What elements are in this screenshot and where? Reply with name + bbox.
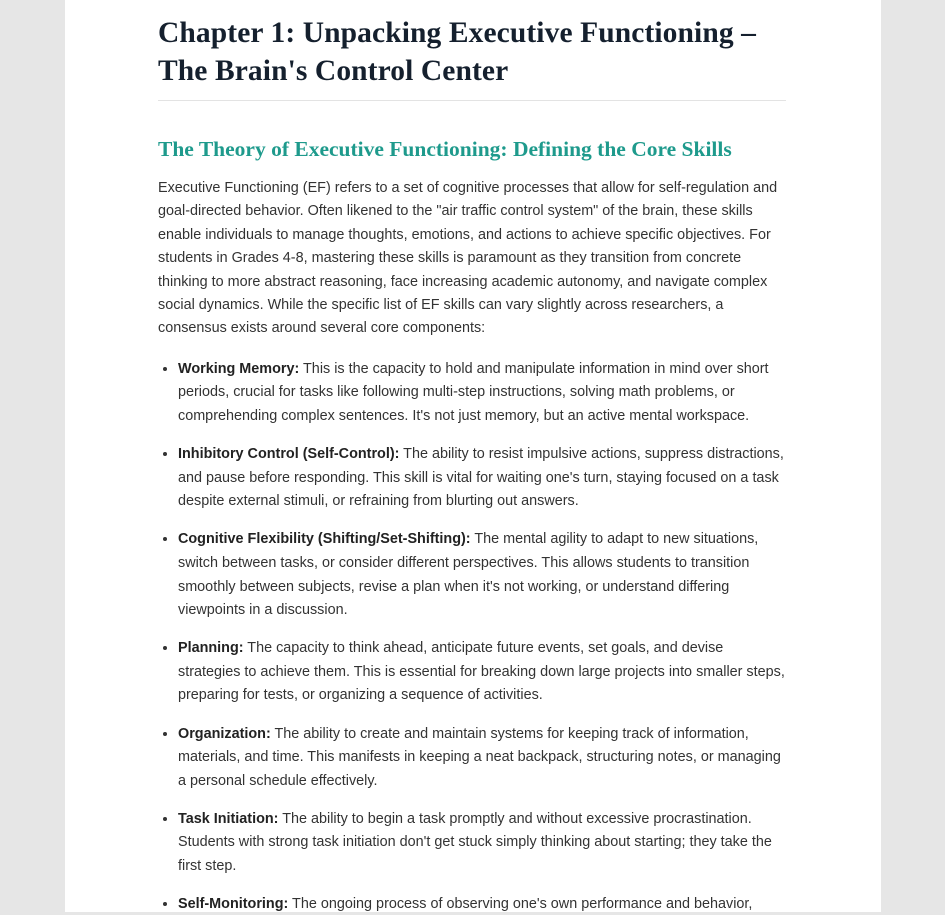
skill-term: Working Memory:: [178, 360, 300, 377]
skill-item-organization: [178, 723, 786, 794]
skill-item-inhibitory-control: [178, 443, 786, 514]
skill-item-self-monitoring: [178, 893, 786, 912]
skill-description: The capacity to think ahead, anticipate future events, set goals, and devise strategies to achieve them. This is essential for breaking down large projects into smaller steps, preparing for tests, or organizing a sequence of activities.: [178, 640, 785, 704]
chapter-title: [158, 14, 786, 101]
skill-item-task-initiation: [178, 808, 786, 879]
skill-item-working-memory: [178, 358, 786, 429]
skill-description: The mental agility to adapt to new situations, switch between tasks, or consider different perspectives. This allows students to transition smoothly between subjects, revise a plan when it's not working, or understand differing viewpoints in a discussion.: [178, 531, 759, 619]
skills-list: [158, 358, 786, 912]
chapter-title-line1: Chapter 1: Unpacking Executive Functioning –: [158, 17, 757, 49]
document-content: [158, 14, 786, 912]
intro-paragraph: Executive Functioning (EF) refers to a set of cognitive processes that allow for self-regulation and goal-directed behavior. Often likened to the "air traffic control system" of the brain, these skills enable individuals to manage thoughts, emotions, and actions to achieve specific objectives. For students in Grades 4-8, mastering these skills is paramount as they transition from concrete thinking to more abstract reasoning, face increasing academic autonomy, and navigate complex social dynamics. While the specific list of EF skills can vary slightly across researchers, a consensus exists around several core components:: [158, 180, 778, 337]
skill-term: Self-Monitoring:: [178, 896, 289, 912]
skill-description: The ability to resist impulsive actions, suppress distractions, and pause before responding. This skill is vital for waiting one's turn, staying focused on a task despite external stimuli, or refraining from blurting out answers.: [178, 446, 784, 510]
skill-term: Cognitive Flexibility (Shifting/Set-Shifting):: [178, 531, 471, 548]
skill-item-planning: [178, 637, 786, 708]
document-page: [65, 0, 881, 912]
skill-description: The ability to create and maintain systems for keeping track of information, materials, and time. This manifests in keeping a neat backpack, structuring notes, or managing a personal schedule effectively.: [178, 725, 781, 789]
skill-term: Inhibitory Control (Self-Control):: [178, 446, 400, 463]
skill-item-cognitive-flexibility: [178, 528, 786, 622]
chapter-title-line2: The Brain's Control Center: [158, 55, 509, 87]
skill-term: Organization:: [178, 725, 271, 742]
skill-term: Planning:: [178, 640, 244, 657]
skill-term: Task Initiation:: [178, 810, 279, 827]
section-heading: The Theory of Executive Functioning: Defining the Core Skills: [158, 137, 732, 161]
skill-description: The ongoing process of observing one's own performance and behavior,: [288, 896, 753, 912]
skill-description: The ability to begin a task promptly and without excessive procrastination. Students with strong task initiation don't get stuck simply thinking about starting; they take the first step.: [178, 810, 772, 875]
skill-description: This is the capacity to hold and manipulate information in mind over short periods, crucial for tasks like following multi-step instructions, solving math problems, or comprehending complex sentences. It's not just memory, but an active mental workspace.: [178, 360, 769, 425]
